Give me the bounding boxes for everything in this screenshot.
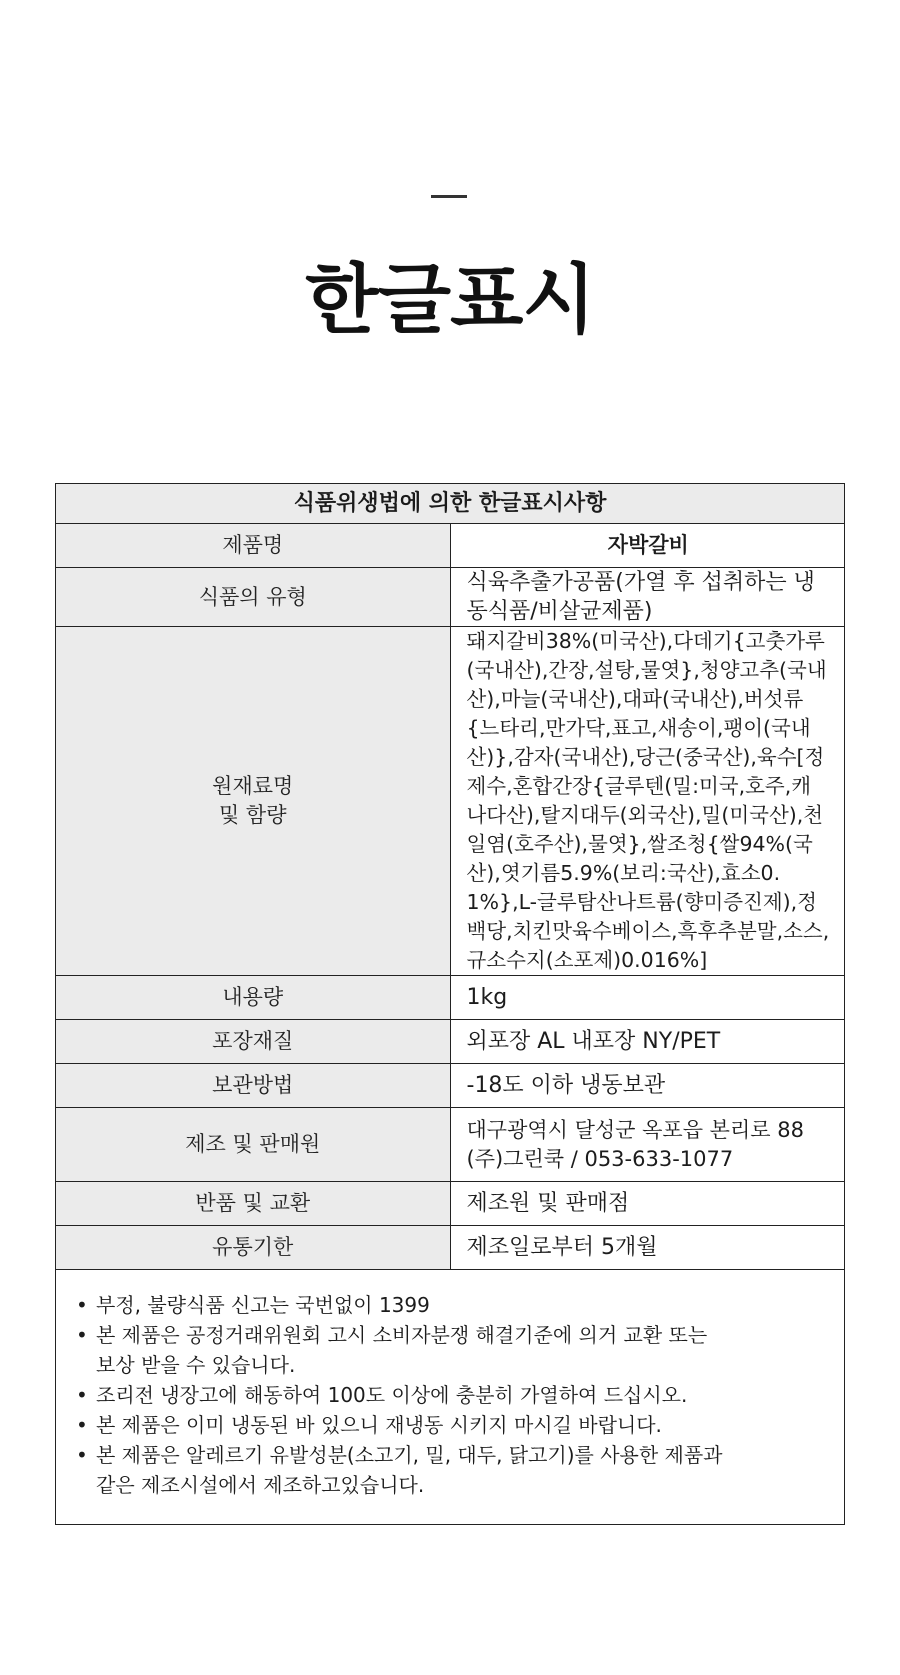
title-dash-divider [431,195,467,198]
bullet-icon: • [76,1443,88,1467]
table-row-net-weight [56,976,845,1020]
table-row-packaging [56,1020,845,1064]
bullet-icon: • [76,1323,88,1347]
row-value: 식육추출가공품(가열 후 섭취하는 냉동식품/비살균제품) [450,568,845,627]
notes-cell [56,1270,845,1525]
page-title: 한글표시 [305,255,595,344]
list-item [76,1410,824,1440]
table-heading: 식품위생법에 의한 한글표시사항 [56,484,845,524]
row-value: -18도 이하 냉동보관 [450,1064,845,1108]
row-key: 보관방법 [56,1064,451,1108]
row-value: 돼지갈비38%(미국산),다데기{고춧가루(국내산),간장,설탕,물엿},청양고추(국내산),마늘(국내산),대파(국내산),버섯류{느타리,만가닥,표고,새송이,팽이(국내산)},감자(국내산),당근(중국산),육수[정제수,혼합간장{글루텐(밀:미국,호주,캐나다산),탈지대두(외국산),밀(미국산),천일염(호주산),물엿},쌀조청{쌀94%(국산),엿기름5.9%(보리:국산),효소0.1%},L-글루탐산나트륨(향미증진제),정백당,치킨맛육수베이스,흑후추분말,소스,규소수지(소포제)0.016%] [450,627,845,976]
row-value: 제조일로부터 5개월 [450,1226,845,1270]
row-value: 외포장 AL 내포장 NY/PET [450,1020,845,1064]
row-value: 자박갈비 [450,524,845,568]
row-key: 유통기한 [56,1226,451,1270]
list-item [76,1440,824,1500]
table-row-product-name [56,524,845,568]
table-row-food-type [56,568,845,627]
list-item [76,1320,824,1380]
list-item [76,1380,824,1410]
table-row-storage [56,1064,845,1108]
bullet-icon: • [76,1293,88,1317]
row-value: 대구광역시 달성군 옥포읍 본리로 88 (주)그린쿡 / 053-633-1077 [450,1108,845,1182]
bullet-icon: • [76,1383,88,1407]
bullet-icon: • [76,1413,88,1437]
note-text: 조리전 냉장고에 해동하여 100도 이상에 충분히 가열하여 드십시오. [96,1383,688,1407]
table-row-returns [56,1182,845,1226]
table-row-ingredients [56,627,845,976]
list-item [76,1290,824,1320]
note-text: 본 제품은 이미 냉동된 바 있으니 재냉동 시키지 마시길 바랍니다. [96,1413,662,1437]
table-row-manufacturer [56,1108,845,1182]
row-key: 포장재질 [56,1020,451,1064]
table-row-notes [56,1270,845,1525]
note-text: 본 제품은 공정거래위원회 고시 소비자분쟁 해결기준에 의거 교환 또는 보상 받을 수 있습니다. [96,1323,708,1377]
row-key: 식품의 유형 [56,568,451,627]
row-value: 제조원 및 판매점 [450,1182,845,1226]
row-key: 반품 및 교환 [56,1182,451,1226]
row-key: 제품명 [56,524,451,568]
note-text: 본 제품은 알레르기 유발성분(소고기, 밀, 대두, 닭고기)를 사용한 제품과 같은 제조시설에서 제조하고있습니다. [96,1443,723,1497]
food-label-table [55,483,845,1525]
row-key: 제조 및 판매원 [56,1108,451,1182]
row-key: 원재료명 및 함량 [56,627,451,976]
note-text: 부정, 불량식품 신고는 국번없이 1399 [96,1293,430,1317]
notes-list [76,1290,824,1500]
row-value: 1kg [450,976,845,1020]
row-key: 내용량 [56,976,451,1020]
table-row-expiry [56,1226,845,1270]
